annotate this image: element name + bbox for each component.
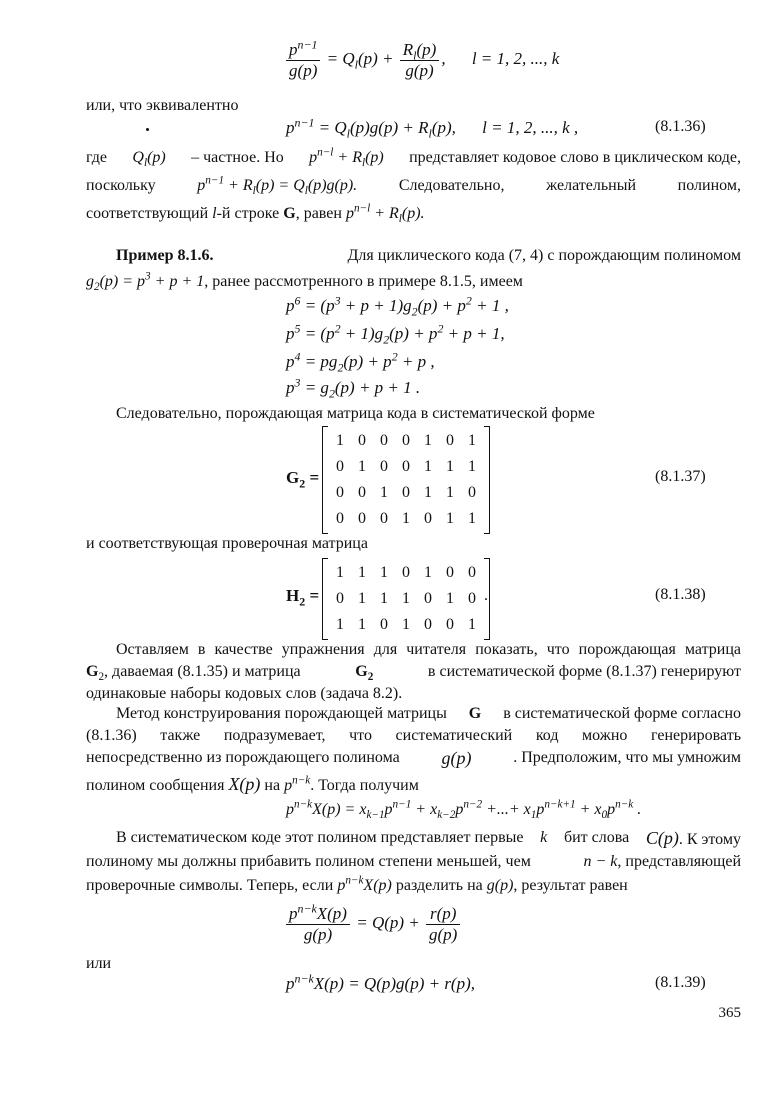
matrix-h2-cell: 0 — [402, 564, 410, 581]
matrix-g2-cell: 1 — [446, 510, 454, 527]
p2-line3d: G — [283, 205, 296, 222]
matrix-g2-cell: 0 — [336, 458, 344, 475]
example-line-1 — [116, 246, 741, 265]
matrix-h2-cell: 0 — [336, 590, 344, 607]
matrix-g2-cell: 0 — [424, 510, 432, 527]
p7-line3c: , результат равен — [513, 877, 628, 894]
equation-division: $\frac{p^{n-k}X(p)}{g(p)}$ = Q(p) + $\frac{r(p)}{g(p)}$ — [284, 904, 462, 944]
example-line-2: $g_2(p) = p^3 + p + 1$, ранее рассмотренного в примере 8.1.5, имеем — [86, 270, 523, 294]
matrix-g2-cell: 1 — [446, 484, 454, 501]
matrix-g2-row — [329, 480, 483, 506]
equation-p6: $p^6 = (p^3 + p + 1)g_2(p) + p^2 + 1$ , — [286, 293, 509, 319]
matrix-g2-cell: 0 — [402, 432, 410, 449]
p7-line3b: разделить на — [395, 877, 483, 894]
matrix-g2-cell: 0 — [402, 458, 410, 475]
paragraph-5-line-2: $G_2$, даваемая (8.1.35) и матрица $G_2$ в систематической форме (8.1.37) генерируют — [86, 663, 741, 684]
matrix-g2-cell: 0 — [358, 484, 366, 501]
matrix-g2-cell: 0 — [336, 484, 344, 501]
equation-p4: $p^4 = pg_2(p) + p^2 + p$ , — [286, 349, 435, 375]
matrix-h2-row — [329, 586, 483, 612]
matrix-h2-row — [329, 612, 483, 638]
p6-line3b: . Предположим, что мы умножим — [513, 749, 741, 766]
matrix-g2-cell: 0 — [380, 432, 388, 449]
matrix-h2-cell: 1 — [336, 564, 344, 581]
matrix-h2-cell: 0 — [424, 590, 432, 607]
p6-line1b: в систематической форме согласно — [503, 705, 741, 722]
p6-line3a: непосредственно из порождающего полинома — [86, 749, 400, 766]
p7-line2b: , представляющей — [617, 853, 741, 870]
matrix-g2-cell: 0 — [402, 484, 410, 501]
matrix-g2-cell: 0 — [380, 458, 388, 475]
paragraph-6-line-4: полином сообщения X(p) на $p^{n-k}$. Тогда получим — [86, 774, 419, 794]
matrix-h2-cell: 1 — [358, 616, 366, 633]
paragraph-3: Следовательно, порождающая матрица кода в систематической форме — [116, 405, 595, 422]
p6-line4b: на — [264, 777, 281, 794]
matrix-h2-cell: 0 — [446, 564, 454, 581]
matrix-h2-cell: 1 — [424, 564, 432, 581]
matrix-h2-period: . — [484, 587, 488, 604]
p6-line1a: Метод конструирования порождающей матрицы — [116, 705, 447, 722]
matrix-h2-cell: 1 — [336, 616, 344, 633]
p2-line3b: l — [212, 205, 217, 222]
equation-number-8-1-38: (8.1.38) — [655, 586, 706, 603]
matrix-g2-cell: 1 — [468, 458, 476, 475]
equation-p5: $p^5 = (p^2 + 1)g_2(p) + p^2 + p + 1$, — [286, 321, 505, 347]
matrix-h2-label: $H_2$ = — [286, 586, 320, 609]
matrix-g2-cell: 1 — [358, 458, 366, 475]
matrix-g2-cell: 0 — [358, 510, 366, 527]
p2-line2b: Следовательно, — [398, 177, 505, 194]
paragraph-2-line-3: соответствующий l-й строке G, равен $p^{n-l} + R_l(p)$. — [86, 202, 425, 226]
matrix-h2 — [322, 558, 490, 640]
matrix-h2-cell: 1 — [380, 564, 388, 581]
matrix-g2-row — [329, 506, 483, 532]
equation-number-8-1-36: (8.1.36) — [655, 118, 706, 135]
matrix-h2-cell: 1 — [402, 616, 410, 633]
speck — [146, 128, 149, 131]
matrix-g2-cell: 0 — [380, 510, 388, 527]
p2-line1b: – частное. Но — [191, 149, 284, 166]
paragraph-6-line-1: Метод конструирования порождающей матрицы G в систематической форме согласно — [116, 705, 741, 722]
p7-line1a: В систематическом коде этот полином представляет первые — [116, 829, 524, 846]
matrix-h2-cell: 0 — [446, 616, 454, 633]
p2-line1c: представляет кодовое слово в циклическом коде, — [409, 149, 741, 166]
paragraph-5-line-1: Оставляем в качестве упражнения для читателя показать, что порождающая матрица — [116, 641, 741, 658]
matrix-g2-cell: 0 — [358, 432, 366, 449]
matrix-g2-cell: 0 — [446, 432, 454, 449]
paragraph-7-line-1: В систематическом коде этот полином представляет первые k бит слова C(p). К этому — [116, 828, 741, 848]
p7-line1b: k — [540, 829, 548, 846]
matrix-g2-cell: 1 — [336, 432, 344, 449]
p7-line1c: бит слова — [563, 829, 630, 846]
p5-line2b: в систематической форме (8.1.37) генерируют — [427, 663, 741, 680]
matrix-g2-cell: 1 — [424, 484, 432, 501]
matrix-h2-cell: 1 — [358, 564, 366, 581]
text-equivalently: или, что эквивалентно — [86, 97, 239, 114]
matrix-g2-cell: 1 — [424, 458, 432, 475]
paragraph-7-line-3: проверочные символы. Теперь, если $p^{n-k}X(p)$ разделить на g(p), результат равен — [86, 874, 628, 894]
page-number: 365 — [718, 1005, 741, 1021]
matrix-h2-cell: 0 — [424, 616, 432, 633]
matrix-g2-row — [329, 428, 483, 454]
p2-line3c: -й строке — [216, 205, 280, 222]
example-line2: , ранее рассмотренного в примере 8.1.5, имеем — [204, 273, 523, 290]
equation-8-1-36-range: l = 1, 2, ..., k , — [482, 118, 579, 137]
example-line1: Для циклического кода (7, 4) с порождающим полиномом — [347, 247, 741, 264]
equation-number-8-1-39: (8.1.39) — [655, 974, 706, 991]
matrix-h2-cell: 0 — [468, 590, 476, 607]
matrix-g2-cell: 0 — [336, 510, 344, 527]
matrix-h2-row — [329, 560, 483, 586]
matrix-g2-cell: 1 — [468, 510, 476, 527]
p2-line2a: поскольку — [86, 177, 156, 194]
matrix-h2-cell: 1 — [446, 590, 454, 607]
equation-8-1-36: $p^{n-1} = Q_l(p)g(p) + R_l(p)$, l = 1, 2, ..., k , — [286, 115, 579, 141]
example-label: Пример 8.1.6. — [116, 247, 214, 264]
equation-message-poly: $p^{n-k}X(p) = x_{k-1}p^{n-1} + x_{k-2}p^{n-2}$ +...+ $x_1p^{n-k+1} + x_0p^{n-k}$ . — [286, 798, 642, 822]
p2-line2c: желательный — [546, 177, 637, 194]
p7-line1d: . К этому — [678, 831, 741, 848]
p6-line4a: полином сообщения — [86, 777, 225, 794]
paragraph-5-line-3: одинаковые наборы кодовых слов (задача 8.2). — [86, 685, 403, 702]
p2-line3a: соответствующий — [86, 205, 209, 222]
p5-line2a: , даваемая (8.1.35) и матрица — [104, 663, 301, 680]
equation-top: $\frac{p^{n-1}}{g(p)}$ = $Q_l(p)$ + $\frac{R_l(p)}{g(p)}$ , l = 1, 2, ..., k — [284, 40, 559, 80]
paragraph-6-line-2: (8.1.36) также подразумевает, что систематический код можно генерировать — [86, 727, 741, 744]
matrix-h2-cell: 0 — [380, 616, 388, 633]
p6-line4c: . Тогда получим — [310, 777, 419, 794]
matrix-g2-cell: 1 — [424, 432, 432, 449]
matrix-g2-row — [329, 454, 483, 480]
p7-line3a: проверочные символы. Теперь, если — [86, 877, 334, 894]
matrix-h2-cell: 1 — [358, 590, 366, 607]
matrix-g2 — [322, 426, 490, 534]
p7-line2a: полиному мы должны прибавить полином степени меньшей, чем — [86, 853, 531, 870]
paragraph-4: и соответствующая проверочная матрица — [86, 535, 368, 552]
paragraph-6-line-3: непосредственно из порождающего полинома g(p) . Предположим, что мы умножим — [86, 748, 741, 768]
p2-line2d: полином, — [677, 177, 741, 194]
p2-line1a: где — [86, 149, 108, 166]
matrix-g2-label: $G_2$ = — [286, 468, 320, 491]
matrix-g2-cell: 1 — [446, 458, 454, 475]
paragraph-2-line-1: где $Q_l(p)$ – частное. Но $p^{n-l} + R_l(p)$ представляет кодовое слово в циклическом коде, — [86, 146, 741, 170]
equation-number-8-1-37: (8.1.37) — [655, 468, 706, 485]
matrix-g2-cell: 1 — [468, 432, 476, 449]
equation-8-1-39: $p^{n-k}X(p) = Q(p)g(p) + r(p)$, — [286, 971, 476, 993]
matrix-g2-cell: 1 — [380, 484, 388, 501]
matrix-g2-cell: 1 — [402, 510, 410, 527]
matrix-h2-cell: 1 — [380, 590, 388, 607]
paragraph-2-line-2: поскольку $p^{n-1} + R_l(p) = Q_l(p)g(p)$. Следовательно, желательный полином, — [86, 174, 741, 198]
matrix-g2-cell: 0 — [468, 484, 476, 501]
paragraph-7-line-2: полиному мы должны прибавить полином степени меньшей, чем n − k, представляющей — [86, 853, 741, 870]
matrix-h2-cell: 1 — [402, 590, 410, 607]
p2-line3e: , равен — [295, 205, 342, 222]
equation-p3: $p^3 = g_2(p) + p + 1$ . — [286, 375, 421, 401]
text-or: или — [86, 955, 112, 972]
matrix-h2-cell: 1 — [468, 616, 476, 633]
matrix-h2-cell: 0 — [468, 564, 476, 581]
